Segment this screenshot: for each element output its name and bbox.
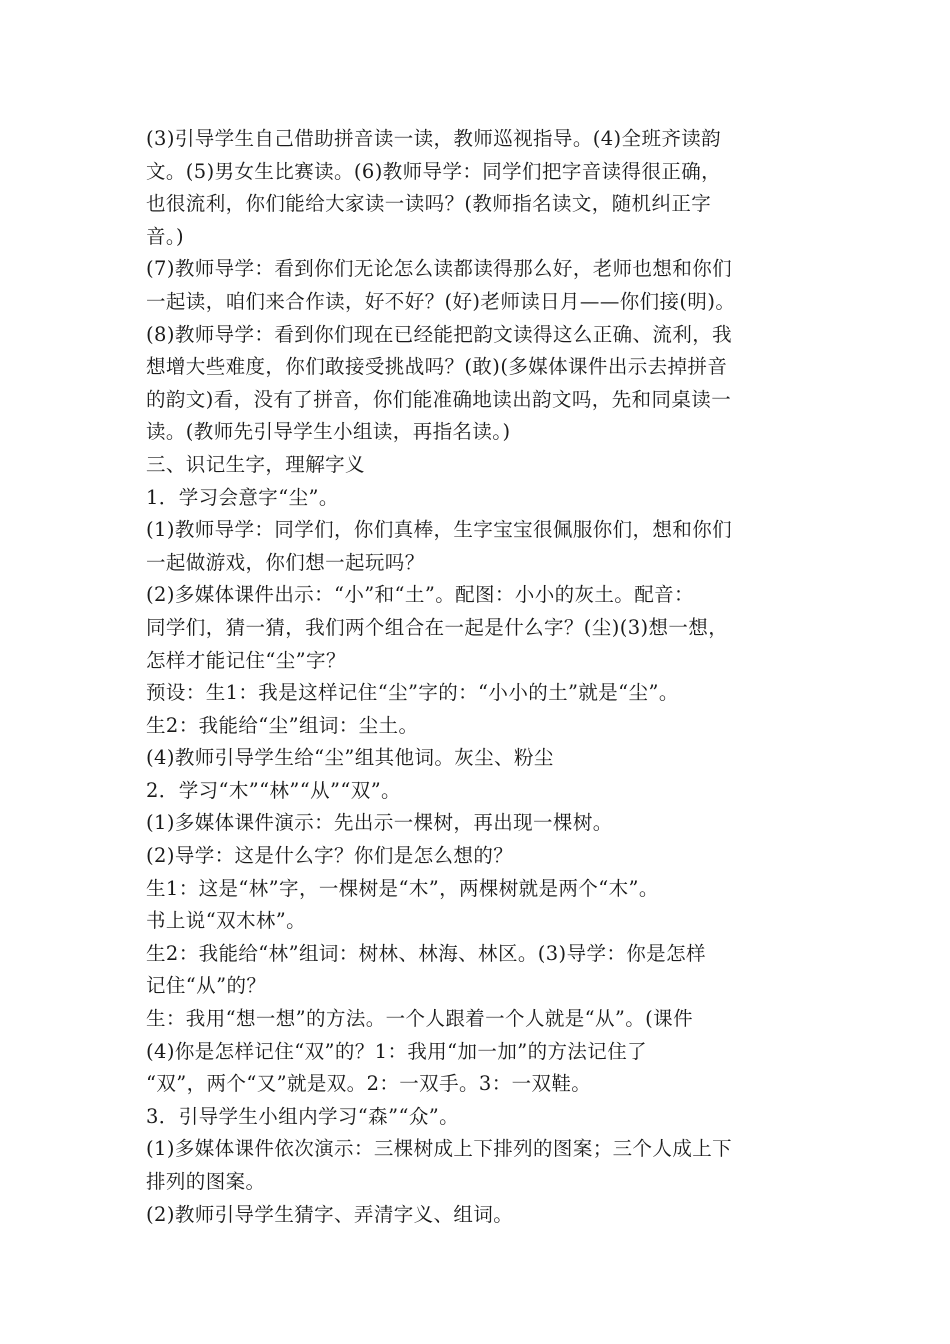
- text-line: 怎样才能记住“尘”字？: [146, 648, 346, 672]
- text-line: (4)教师引导学生给“尘”组其他词。灰尘、粉尘: [146, 746, 554, 770]
- document-body: [146, 123, 814, 1231]
- text-line: (4)你是怎样记住“双”的？1：我用“加一加”的方法记住了: [146, 1039, 648, 1063]
- text-line: 也很流利，你们能给大家读一读吗？(教师指名读文，随机纠正字: [146, 192, 712, 216]
- text-line: (3)引导学生自己借助拼音读一读，教师巡视指导。(4)全班齐读韵: [146, 127, 722, 150]
- text-line: 生：我用“想一想”的方法。一个人跟着一个人就是“从”。(课件: [146, 1007, 693, 1031]
- text-line: 记住“从”的？: [146, 974, 267, 998]
- text-line: 一起读，咱们来合作读，好不好？(好)老师读日月——你们接(明)。: [146, 289, 736, 313]
- text-line: (8)教师导学：看到你们现在已经能把韵文读得这么正确、流利，我: [146, 322, 733, 346]
- text-line: 书上说“双木林”。: [146, 909, 307, 933]
- text-line: 预设：生1：我是这样记住“尘”字的：“小小的土”就是“尘”。: [146, 681, 679, 705]
- text-line: (2)教师引导学生猜字、弄清字义、组词。: [146, 1202, 514, 1226]
- text-line: “双”，两个“又”就是双。2：一双手。3：一双鞋。: [146, 1072, 592, 1096]
- text-line: (1)多媒体课件演示：先出示一棵树，再出现一棵树。: [146, 811, 613, 835]
- text-line: (1)多媒体课件依次演示：三棵树成上下排列的图案；三个人成上下: [146, 1137, 733, 1161]
- subsection-heading: 1．学习会意字“尘”。: [146, 485, 339, 509]
- text-line: 一起做游戏，你们想一起玩吗？: [146, 550, 425, 574]
- text-line: 生1：这是“林”字，一棵树是“木”，两棵树就是两个“木”。: [146, 876, 659, 900]
- text-line: 文。(5)男女生比赛读。(6)教师导学：同学们把字音读得很正确，: [146, 159, 722, 183]
- text-line: 生2：我能给“尘”组词：尘土。: [146, 713, 419, 737]
- text-line: 的韵文)看，没有了拼音，你们能准确地读出韵文吗，先和同桌读一: [146, 387, 732, 411]
- subsection-heading: 2．学习“木”“林”“从”“双”。: [146, 778, 401, 802]
- text-line: 同学们，猜一猜，我们两个组合在一起是什么字？(尘)(3)想一想，: [146, 615, 729, 639]
- section-heading: 三、识记生字，理解字义: [146, 452, 365, 476]
- text-line: (2)多媒体课件出示：“小”和“土”。配图：小小的灰土。配音：: [146, 583, 694, 607]
- text-line: 排列的图案。: [146, 1170, 266, 1193]
- text-line: 读。(教师先引导学生小组读，再指名读。): [146, 420, 511, 444]
- subsection-heading: 3．引导学生小组内学习“森”“众”。: [146, 1104, 459, 1128]
- text-line: (7)教师导学：看到你们无论怎么读都读得那么好，老师也想和你们: [146, 257, 733, 281]
- text-line: 音。): [146, 224, 185, 248]
- text-line: 生2：我能给“林”组词：树林、林海、林区。(3)导学：你是怎样: [146, 941, 706, 965]
- text-line: (2)导学：这是什么字？你们是怎么想的？: [146, 844, 514, 868]
- text-line: (1)教师导学：同学们，你们真棒，生字宝宝很佩服你们，想和你们: [146, 518, 733, 542]
- text-line: 想增大些难度，你们敢接受挑战吗？(敢)(多媒体课件出示去掉拼音: [146, 355, 728, 379]
